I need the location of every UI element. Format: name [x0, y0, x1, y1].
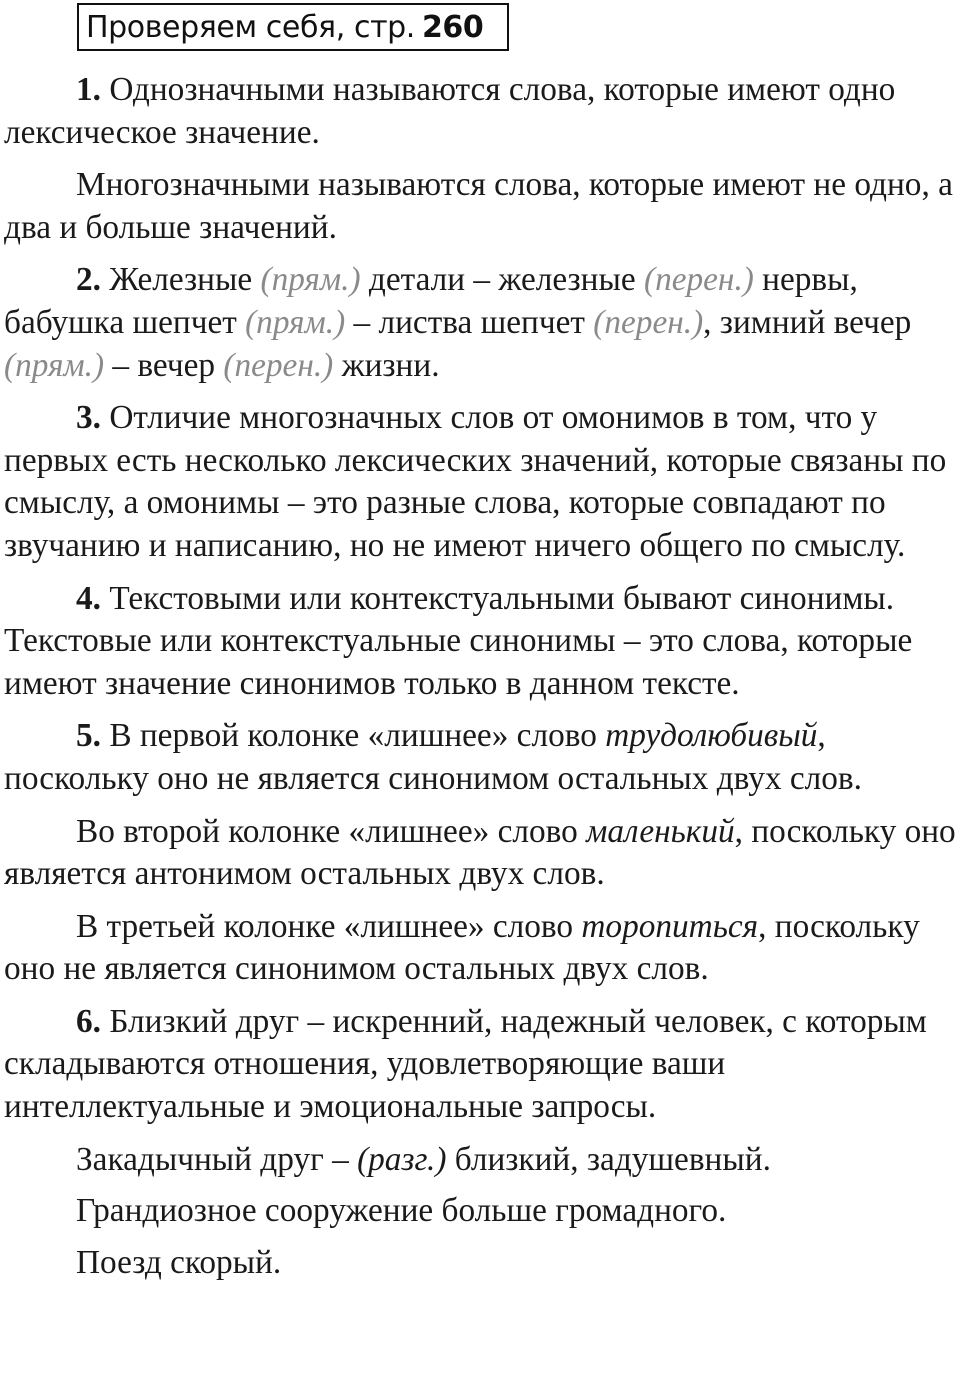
answer-text: , зимний вечер — [703, 303, 912, 341]
answer-1-continued — [4, 164, 960, 249]
answer-text: , поскольку оно не является синонимом остальных двух слов. — [4, 907, 920, 988]
highlighted-word: трудолюбивый — [605, 717, 818, 755]
usage-note: (перен.) — [593, 303, 704, 341]
highlighted-word: маленький — [586, 812, 735, 850]
answer-2 — [4, 259, 960, 387]
answer-5-column-3 — [4, 906, 960, 991]
answer-6 — [4, 1001, 960, 1129]
answer-5 — [4, 715, 960, 800]
answer-text: Текстовыми или контекстуальными бывают синонимы. Текстовые или контекстуальные синонимы – это слова, которые имеют значение синонимов только в данном тексте. — [4, 579, 913, 702]
answer-text: В первой колонке «лишнее» слово — [109, 717, 606, 755]
usage-note: (прям.) — [4, 346, 105, 384]
page-number: 260 — [421, 9, 484, 45]
answer-text: , поскольку оно не является синонимом остальных двух слов. — [4, 717, 862, 797]
usage-note: (разг.) — [357, 1140, 447, 1178]
answer-text: В третьей колонке «лишнее» слово — [76, 907, 582, 945]
usage-note: (прям.) — [245, 303, 346, 341]
answer-5-column-2 — [4, 811, 960, 896]
usage-note: (перен.) — [223, 346, 334, 384]
answer-number: 4. — [76, 579, 101, 617]
answer-number: 2. — [76, 261, 101, 299]
answer-text: жизни. — [333, 346, 440, 384]
answer-text: – вечер — [104, 346, 224, 384]
answer-text: Однозначными называются слова, которые имеют одно лексическое значение. — [4, 71, 896, 151]
usage-note: (прям.) — [260, 261, 361, 299]
answer-text: Закадычный друг – — [76, 1140, 358, 1178]
answer-6-line-2 — [4, 1139, 960, 1182]
answer-text: Многозначными называются слова, которые имеют не одно, а два и больше значений. — [4, 166, 953, 246]
answer-text: близкий, задушевный. — [446, 1140, 771, 1178]
answer-1 — [4, 69, 960, 154]
answer-text: – листва шепчет — [345, 303, 594, 341]
answer-4 — [4, 578, 960, 706]
answer-text: Поезд скорый. — [76, 1243, 282, 1281]
answer-text: , поскольку оно является антонимом остальных двух слов. — [4, 812, 956, 893]
answer-text: детали – железные — [360, 261, 644, 299]
answers-text — [4, 69, 960, 1293]
answer-number: 5. — [76, 717, 101, 755]
highlighted-word: торопиться — [581, 907, 759, 945]
answer-text: Близкий друг – искренний, надежный человек, с которым складываются отношения, удовлетворяющие ваши интеллектуальные и эмоциональные запросы. — [4, 1002, 927, 1126]
usage-note: (перен.) — [643, 261, 754, 299]
answer-3 — [4, 397, 960, 567]
answer-text: Грандиозное сооружение больше громадного. — [76, 1192, 727, 1230]
answer-6-line-3 — [4, 1190, 960, 1233]
answer-text: Во второй колонке «лишнее» слово — [76, 812, 587, 850]
answer-text: Железные — [100, 261, 261, 299]
answer-number: 3. — [76, 399, 101, 437]
answer-text: нервы, бабушка шепчет — [4, 261, 858, 341]
section-title: Проверяем себя, стр. — [86, 9, 415, 45]
section-title-box — [77, 3, 509, 51]
answer-number: 1. — [76, 71, 101, 108]
answer-number: 6. — [76, 1002, 101, 1040]
answer-text: Отличие многозначных слов от омонимов в том, что у первых есть несколько лексических значений, которые связаны по смыслу, а омонимы – это разные слова, которые совпадают по звучанию и написанию, но не имеют ничего общего по смыслу. — [4, 399, 947, 564]
answer-6-line-4 — [4, 1242, 960, 1285]
